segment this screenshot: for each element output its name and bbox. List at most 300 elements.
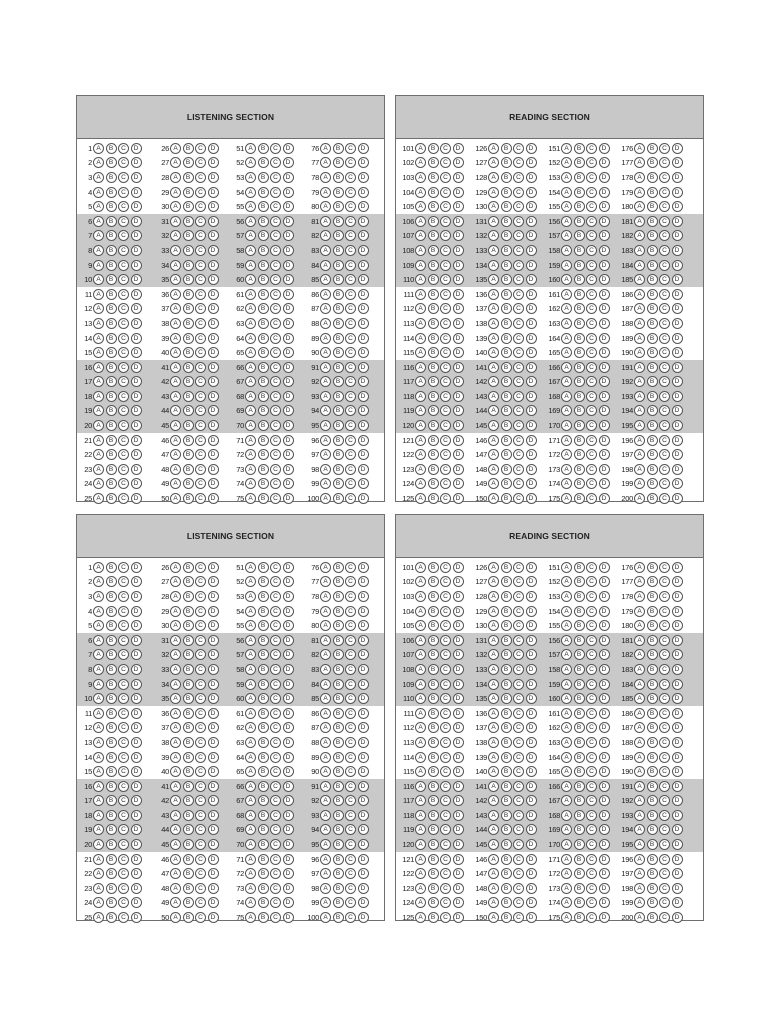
answer-bubble-b[interactable]: B: [647, 606, 658, 617]
answer-bubble-a[interactable]: A: [245, 824, 256, 835]
answer-bubble-a[interactable]: A: [561, 347, 572, 358]
answer-bubble-b[interactable]: B: [183, 260, 194, 271]
answer-bubble-b[interactable]: B: [333, 187, 344, 198]
answer-bubble-b[interactable]: B: [106, 752, 117, 763]
answer-bubble-b[interactable]: B: [258, 664, 269, 675]
answer-bubble-b[interactable]: B: [258, 737, 269, 748]
answer-bubble-c[interactable]: C: [586, 464, 597, 475]
answer-bubble-a[interactable]: A: [245, 795, 256, 806]
answer-bubble-b[interactable]: B: [333, 679, 344, 690]
answer-bubble-b[interactable]: B: [501, 664, 512, 675]
answer-bubble-a[interactable]: A: [561, 766, 572, 777]
answer-bubble-c[interactable]: C: [195, 824, 206, 835]
answer-bubble-b[interactable]: B: [501, 493, 512, 504]
answer-bubble-c[interactable]: C: [586, 883, 597, 894]
answer-bubble-a[interactable]: A: [170, 737, 181, 748]
answer-bubble-c[interactable]: C: [440, 635, 451, 646]
answer-bubble-d[interactable]: D: [358, 824, 369, 835]
answer-bubble-b[interactable]: B: [574, 172, 585, 183]
answer-bubble-b[interactable]: B: [574, 289, 585, 300]
answer-bubble-c[interactable]: C: [513, 362, 524, 373]
answer-bubble-c[interactable]: C: [440, 333, 451, 344]
answer-bubble-a[interactable]: A: [320, 157, 331, 168]
answer-bubble-a[interactable]: A: [634, 464, 645, 475]
answer-bubble-b[interactable]: B: [428, 722, 439, 733]
answer-bubble-b[interactable]: B: [428, 245, 439, 256]
answer-bubble-d[interactable]: D: [358, 464, 369, 475]
answer-bubble-d[interactable]: D: [453, 810, 464, 821]
answer-bubble-a[interactable]: A: [561, 362, 572, 373]
answer-bubble-d[interactable]: D: [453, 493, 464, 504]
answer-bubble-a[interactable]: A: [245, 766, 256, 777]
answer-bubble-d[interactable]: D: [672, 810, 683, 821]
answer-bubble-a[interactable]: A: [245, 781, 256, 792]
answer-bubble-c[interactable]: C: [440, 562, 451, 573]
answer-bubble-a[interactable]: A: [245, 201, 256, 212]
answer-bubble-c[interactable]: C: [270, 883, 281, 894]
answer-bubble-a[interactable]: A: [561, 883, 572, 894]
answer-bubble-c[interactable]: C: [586, 664, 597, 675]
answer-bubble-a[interactable]: A: [415, 230, 426, 241]
answer-bubble-d[interactable]: D: [453, 839, 464, 850]
answer-bubble-d[interactable]: D: [358, 435, 369, 446]
answer-bubble-d[interactable]: D: [358, 635, 369, 646]
answer-bubble-a[interactable]: A: [634, 143, 645, 154]
answer-bubble-a[interactable]: A: [93, 435, 104, 446]
answer-bubble-b[interactable]: B: [106, 795, 117, 806]
answer-bubble-a[interactable]: A: [170, 664, 181, 675]
answer-bubble-d[interactable]: D: [131, 868, 142, 879]
answer-bubble-d[interactable]: D: [526, 216, 537, 227]
answer-bubble-c[interactable]: C: [513, 839, 524, 850]
answer-bubble-a[interactable]: A: [93, 737, 104, 748]
answer-bubble-a[interactable]: A: [320, 679, 331, 690]
answer-bubble-c[interactable]: C: [345, 752, 356, 763]
answer-bubble-b[interactable]: B: [106, 620, 117, 631]
answer-bubble-c[interactable]: C: [440, 781, 451, 792]
answer-bubble-b[interactable]: B: [258, 230, 269, 241]
answer-bubble-d[interactable]: D: [526, 187, 537, 198]
answer-bubble-b[interactable]: B: [501, 810, 512, 821]
answer-bubble-a[interactable]: A: [93, 157, 104, 168]
answer-bubble-b[interactable]: B: [501, 143, 512, 154]
answer-bubble-b[interactable]: B: [183, 391, 194, 402]
answer-bubble-c[interactable]: C: [195, 362, 206, 373]
answer-bubble-d[interactable]: D: [208, 854, 219, 865]
answer-bubble-d[interactable]: D: [208, 405, 219, 416]
answer-bubble-c[interactable]: C: [270, 464, 281, 475]
answer-bubble-b[interactable]: B: [428, 201, 439, 212]
answer-bubble-c[interactable]: C: [586, 362, 597, 373]
answer-bubble-b[interactable]: B: [428, 737, 439, 748]
answer-bubble-b[interactable]: B: [428, 620, 439, 631]
answer-bubble-a[interactable]: A: [320, 333, 331, 344]
answer-bubble-d[interactable]: D: [672, 420, 683, 431]
answer-bubble-b[interactable]: B: [501, 737, 512, 748]
answer-bubble-b[interactable]: B: [501, 912, 512, 923]
answer-bubble-a[interactable]: A: [320, 420, 331, 431]
answer-bubble-b[interactable]: B: [183, 912, 194, 923]
answer-bubble-a[interactable]: A: [170, 143, 181, 154]
answer-bubble-d[interactable]: D: [526, 883, 537, 894]
answer-bubble-d[interactable]: D: [358, 620, 369, 631]
answer-bubble-d[interactable]: D: [358, 493, 369, 504]
answer-bubble-c[interactable]: C: [270, 897, 281, 908]
answer-bubble-a[interactable]: A: [634, 576, 645, 587]
answer-bubble-d[interactable]: D: [453, 230, 464, 241]
answer-bubble-d[interactable]: D: [358, 737, 369, 748]
answer-bubble-c[interactable]: C: [440, 464, 451, 475]
answer-bubble-d[interactable]: D: [208, 157, 219, 168]
answer-bubble-c[interactable]: C: [586, 679, 597, 690]
answer-bubble-d[interactable]: D: [526, 576, 537, 587]
answer-bubble-d[interactable]: D: [283, 260, 294, 271]
answer-bubble-c[interactable]: C: [118, 464, 129, 475]
answer-bubble-c[interactable]: C: [586, 187, 597, 198]
answer-bubble-c[interactable]: C: [270, 376, 281, 387]
answer-bubble-a[interactable]: A: [634, 868, 645, 879]
answer-bubble-d[interactable]: D: [453, 201, 464, 212]
answer-bubble-c[interactable]: C: [345, 157, 356, 168]
answer-bubble-d[interactable]: D: [358, 201, 369, 212]
answer-bubble-a[interactable]: A: [320, 260, 331, 271]
answer-bubble-c[interactable]: C: [586, 824, 597, 835]
answer-bubble-c[interactable]: C: [270, 620, 281, 631]
answer-bubble-b[interactable]: B: [106, 230, 117, 241]
answer-bubble-a[interactable]: A: [93, 318, 104, 329]
answer-bubble-a[interactable]: A: [561, 303, 572, 314]
answer-bubble-c[interactable]: C: [440, 722, 451, 733]
answer-bubble-a[interactable]: A: [93, 620, 104, 631]
answer-bubble-c[interactable]: C: [586, 912, 597, 923]
answer-bubble-a[interactable]: A: [245, 289, 256, 300]
answer-bubble-c[interactable]: C: [118, 897, 129, 908]
answer-bubble-d[interactable]: D: [599, 333, 610, 344]
answer-bubble-b[interactable]: B: [501, 854, 512, 865]
answer-bubble-b[interactable]: B: [333, 576, 344, 587]
answer-bubble-d[interactable]: D: [526, 708, 537, 719]
answer-bubble-b[interactable]: B: [258, 562, 269, 573]
answer-bubble-b[interactable]: B: [183, 420, 194, 431]
answer-bubble-d[interactable]: D: [131, 562, 142, 573]
answer-bubble-b[interactable]: B: [428, 635, 439, 646]
answer-bubble-d[interactable]: D: [358, 854, 369, 865]
answer-bubble-d[interactable]: D: [599, 449, 610, 460]
answer-bubble-b[interactable]: B: [183, 562, 194, 573]
answer-bubble-c[interactable]: C: [586, 449, 597, 460]
answer-bubble-c[interactable]: C: [345, 420, 356, 431]
answer-bubble-b[interactable]: B: [574, 620, 585, 631]
answer-bubble-d[interactable]: D: [208, 635, 219, 646]
answer-bubble-d[interactable]: D: [283, 318, 294, 329]
answer-bubble-a[interactable]: A: [634, 620, 645, 631]
answer-bubble-b[interactable]: B: [428, 391, 439, 402]
answer-bubble-a[interactable]: A: [488, 810, 499, 821]
answer-bubble-b[interactable]: B: [647, 562, 658, 573]
answer-bubble-c[interactable]: C: [345, 464, 356, 475]
answer-bubble-a[interactable]: A: [561, 143, 572, 154]
answer-bubble-b[interactable]: B: [501, 449, 512, 460]
answer-bubble-a[interactable]: A: [170, 157, 181, 168]
answer-bubble-c[interactable]: C: [513, 722, 524, 733]
answer-bubble-a[interactable]: A: [634, 649, 645, 660]
answer-bubble-b[interactable]: B: [574, 260, 585, 271]
answer-bubble-c[interactable]: C: [345, 635, 356, 646]
answer-bubble-c[interactable]: C: [270, 289, 281, 300]
answer-bubble-a[interactable]: A: [634, 752, 645, 763]
answer-bubble-a[interactable]: A: [320, 606, 331, 617]
answer-bubble-c[interactable]: C: [345, 230, 356, 241]
answer-bubble-a[interactable]: A: [170, 722, 181, 733]
answer-bubble-a[interactable]: A: [245, 274, 256, 285]
answer-bubble-b[interactable]: B: [574, 562, 585, 573]
answer-bubble-c[interactable]: C: [513, 679, 524, 690]
answer-bubble-c[interactable]: C: [345, 493, 356, 504]
answer-bubble-c[interactable]: C: [586, 693, 597, 704]
answer-bubble-d[interactable]: D: [208, 839, 219, 850]
answer-bubble-d[interactable]: D: [358, 274, 369, 285]
answer-bubble-d[interactable]: D: [599, 883, 610, 894]
answer-bubble-b[interactable]: B: [647, 664, 658, 675]
answer-bubble-c[interactable]: C: [440, 606, 451, 617]
answer-bubble-a[interactable]: A: [634, 478, 645, 489]
answer-bubble-a[interactable]: A: [320, 854, 331, 865]
answer-bubble-d[interactable]: D: [283, 274, 294, 285]
answer-bubble-d[interactable]: D: [283, 664, 294, 675]
answer-bubble-b[interactable]: B: [258, 752, 269, 763]
answer-bubble-d[interactable]: D: [453, 795, 464, 806]
answer-bubble-a[interactable]: A: [488, 464, 499, 475]
answer-bubble-c[interactable]: C: [513, 230, 524, 241]
answer-bubble-b[interactable]: B: [574, 664, 585, 675]
answer-bubble-b[interactable]: B: [183, 693, 194, 704]
answer-bubble-d[interactable]: D: [208, 493, 219, 504]
answer-bubble-b[interactable]: B: [106, 679, 117, 690]
answer-bubble-b[interactable]: B: [647, 289, 658, 300]
answer-bubble-d[interactable]: D: [283, 157, 294, 168]
answer-bubble-d[interactable]: D: [283, 478, 294, 489]
answer-bubble-d[interactable]: D: [599, 478, 610, 489]
answer-bubble-b[interactable]: B: [574, 883, 585, 894]
answer-bubble-c[interactable]: C: [345, 576, 356, 587]
answer-bubble-b[interactable]: B: [106, 635, 117, 646]
answer-bubble-c[interactable]: C: [195, 766, 206, 777]
answer-bubble-b[interactable]: B: [574, 405, 585, 416]
answer-bubble-a[interactable]: A: [634, 493, 645, 504]
answer-bubble-d[interactable]: D: [283, 752, 294, 763]
answer-bubble-d[interactable]: D: [599, 435, 610, 446]
answer-bubble-d[interactable]: D: [526, 737, 537, 748]
answer-bubble-a[interactable]: A: [634, 679, 645, 690]
answer-bubble-c[interactable]: C: [345, 897, 356, 908]
answer-bubble-d[interactable]: D: [672, 405, 683, 416]
answer-bubble-c[interactable]: C: [440, 362, 451, 373]
answer-bubble-a[interactable]: A: [245, 303, 256, 314]
answer-bubble-b[interactable]: B: [428, 216, 439, 227]
answer-bubble-b[interactable]: B: [428, 143, 439, 154]
answer-bubble-a[interactable]: A: [488, 562, 499, 573]
answer-bubble-b[interactable]: B: [106, 591, 117, 602]
answer-bubble-a[interactable]: A: [320, 347, 331, 358]
answer-bubble-d[interactable]: D: [672, 606, 683, 617]
answer-bubble-b[interactable]: B: [501, 172, 512, 183]
answer-bubble-d[interactable]: D: [526, 464, 537, 475]
answer-bubble-d[interactable]: D: [283, 303, 294, 314]
answer-bubble-c[interactable]: C: [118, 362, 129, 373]
answer-bubble-b[interactable]: B: [333, 230, 344, 241]
answer-bubble-c[interactable]: C: [440, 868, 451, 879]
answer-bubble-b[interactable]: B: [574, 606, 585, 617]
answer-bubble-c[interactable]: C: [118, 376, 129, 387]
answer-bubble-b[interactable]: B: [501, 274, 512, 285]
answer-bubble-c[interactable]: C: [195, 897, 206, 908]
answer-bubble-d[interactable]: D: [131, 289, 142, 300]
answer-bubble-d[interactable]: D: [453, 854, 464, 865]
answer-bubble-d[interactable]: D: [672, 230, 683, 241]
answer-bubble-a[interactable]: A: [93, 391, 104, 402]
answer-bubble-c[interactable]: C: [270, 912, 281, 923]
answer-bubble-a[interactable]: A: [170, 216, 181, 227]
answer-bubble-a[interactable]: A: [415, 883, 426, 894]
answer-bubble-b[interactable]: B: [428, 187, 439, 198]
answer-bubble-b[interactable]: B: [183, 289, 194, 300]
answer-bubble-b[interactable]: B: [428, 376, 439, 387]
answer-bubble-c[interactable]: C: [195, 606, 206, 617]
answer-bubble-b[interactable]: B: [428, 274, 439, 285]
answer-bubble-d[interactable]: D: [283, 172, 294, 183]
answer-bubble-a[interactable]: A: [488, 478, 499, 489]
answer-bubble-b[interactable]: B: [106, 824, 117, 835]
answer-bubble-d[interactable]: D: [358, 216, 369, 227]
answer-bubble-b[interactable]: B: [647, 722, 658, 733]
answer-bubble-a[interactable]: A: [561, 216, 572, 227]
answer-bubble-d[interactable]: D: [526, 795, 537, 806]
answer-bubble-a[interactable]: A: [93, 201, 104, 212]
answer-bubble-c[interactable]: C: [118, 157, 129, 168]
answer-bubble-d[interactable]: D: [283, 912, 294, 923]
answer-bubble-c[interactable]: C: [270, 420, 281, 431]
answer-bubble-c[interactable]: C: [659, 635, 670, 646]
answer-bubble-a[interactable]: A: [415, 606, 426, 617]
answer-bubble-b[interactable]: B: [183, 824, 194, 835]
answer-bubble-c[interactable]: C: [195, 333, 206, 344]
answer-bubble-c[interactable]: C: [118, 620, 129, 631]
answer-bubble-d[interactable]: D: [526, 303, 537, 314]
answer-bubble-b[interactable]: B: [183, 854, 194, 865]
answer-bubble-a[interactable]: A: [320, 664, 331, 675]
answer-bubble-c[interactable]: C: [270, 333, 281, 344]
answer-bubble-c[interactable]: C: [195, 868, 206, 879]
answer-bubble-c[interactable]: C: [195, 664, 206, 675]
answer-bubble-c[interactable]: C: [118, 201, 129, 212]
answer-bubble-c[interactable]: C: [659, 347, 670, 358]
answer-bubble-d[interactable]: D: [672, 752, 683, 763]
answer-bubble-b[interactable]: B: [258, 201, 269, 212]
answer-bubble-b[interactable]: B: [501, 201, 512, 212]
answer-bubble-d[interactable]: D: [526, 679, 537, 690]
answer-bubble-c[interactable]: C: [270, 649, 281, 660]
answer-bubble-d[interactable]: D: [283, 420, 294, 431]
answer-bubble-a[interactable]: A: [415, 722, 426, 733]
answer-bubble-c[interactable]: C: [270, 245, 281, 256]
answer-bubble-d[interactable]: D: [453, 737, 464, 748]
answer-bubble-c[interactable]: C: [659, 810, 670, 821]
answer-bubble-b[interactable]: B: [647, 752, 658, 763]
answer-bubble-a[interactable]: A: [561, 245, 572, 256]
answer-bubble-a[interactable]: A: [320, 449, 331, 460]
answer-bubble-d[interactable]: D: [672, 620, 683, 631]
answer-bubble-c[interactable]: C: [659, 289, 670, 300]
answer-bubble-d[interactable]: D: [599, 230, 610, 241]
answer-bubble-c[interactable]: C: [659, 839, 670, 850]
answer-bubble-a[interactable]: A: [170, 620, 181, 631]
answer-bubble-a[interactable]: A: [170, 493, 181, 504]
answer-bubble-a[interactable]: A: [561, 435, 572, 446]
answer-bubble-c[interactable]: C: [513, 883, 524, 894]
answer-bubble-a[interactable]: A: [245, 839, 256, 850]
answer-bubble-c[interactable]: C: [513, 664, 524, 675]
answer-bubble-d[interactable]: D: [131, 781, 142, 792]
answer-bubble-a[interactable]: A: [170, 201, 181, 212]
answer-bubble-b[interactable]: B: [428, 449, 439, 460]
answer-bubble-c[interactable]: C: [586, 897, 597, 908]
answer-bubble-d[interactable]: D: [672, 708, 683, 719]
answer-bubble-a[interactable]: A: [320, 868, 331, 879]
answer-bubble-c[interactable]: C: [270, 157, 281, 168]
answer-bubble-d[interactable]: D: [358, 391, 369, 402]
answer-bubble-d[interactable]: D: [358, 722, 369, 733]
answer-bubble-d[interactable]: D: [599, 693, 610, 704]
answer-bubble-c[interactable]: C: [659, 795, 670, 806]
answer-bubble-a[interactable]: A: [488, 722, 499, 733]
answer-bubble-b[interactable]: B: [501, 576, 512, 587]
answer-bubble-a[interactable]: A: [561, 391, 572, 402]
answer-bubble-a[interactable]: A: [320, 230, 331, 241]
answer-bubble-d[interactable]: D: [283, 391, 294, 402]
answer-bubble-c[interactable]: C: [195, 391, 206, 402]
answer-bubble-a[interactable]: A: [170, 347, 181, 358]
answer-bubble-b[interactable]: B: [501, 216, 512, 227]
answer-bubble-d[interactable]: D: [526, 635, 537, 646]
answer-bubble-d[interactable]: D: [453, 883, 464, 894]
answer-bubble-d[interactable]: D: [358, 347, 369, 358]
answer-bubble-b[interactable]: B: [106, 260, 117, 271]
answer-bubble-a[interactable]: A: [320, 722, 331, 733]
answer-bubble-b[interactable]: B: [501, 391, 512, 402]
answer-bubble-c[interactable]: C: [118, 187, 129, 198]
answer-bubble-c[interactable]: C: [345, 478, 356, 489]
answer-bubble-a[interactable]: A: [245, 912, 256, 923]
answer-bubble-c[interactable]: C: [195, 172, 206, 183]
answer-bubble-d[interactable]: D: [526, 824, 537, 835]
answer-bubble-a[interactable]: A: [634, 737, 645, 748]
answer-bubble-c[interactable]: C: [345, 260, 356, 271]
answer-bubble-c[interactable]: C: [345, 172, 356, 183]
answer-bubble-b[interactable]: B: [183, 883, 194, 894]
answer-bubble-b[interactable]: B: [647, 449, 658, 460]
answer-bubble-b[interactable]: B: [647, 230, 658, 241]
answer-bubble-c[interactable]: C: [118, 435, 129, 446]
answer-bubble-c[interactable]: C: [118, 274, 129, 285]
answer-bubble-a[interactable]: A: [93, 854, 104, 865]
answer-bubble-a[interactable]: A: [415, 649, 426, 660]
answer-bubble-d[interactable]: D: [208, 333, 219, 344]
answer-bubble-a[interactable]: A: [488, 795, 499, 806]
answer-bubble-d[interactable]: D: [283, 649, 294, 660]
answer-bubble-c[interactable]: C: [270, 143, 281, 154]
answer-bubble-b[interactable]: B: [106, 201, 117, 212]
answer-bubble-a[interactable]: A: [320, 274, 331, 285]
